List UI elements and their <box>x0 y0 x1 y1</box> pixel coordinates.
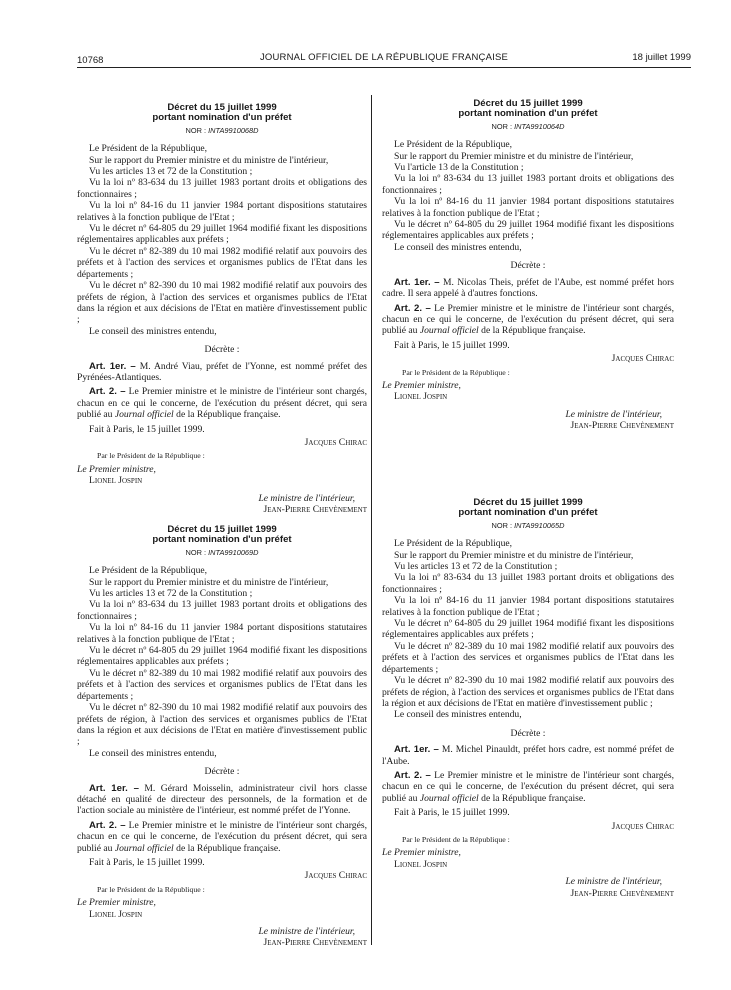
preamble-paragraph: Le conseil des ministres entendu, <box>89 747 217 759</box>
countersign-intro: Par le Président de la République : <box>97 884 205 894</box>
preamble-paragraph: Sur le rapport du Premier ministre et du ministre de l'intérieur, <box>89 576 329 588</box>
article-1 <box>77 361 367 384</box>
preamble-paragraph: Vu la loi nº 84-16 du 11 janvier 1984 portant dispositions statutaires relatives à la fonction publique de l'Etat ; <box>77 200 367 223</box>
article-1-text: M. André Viau, préfet de l'Yonne, est nommé préfet des Pyrénées-Atlantiques. <box>77 360 367 383</box>
ministre-name: Jean-Pierre Chevènement <box>570 887 674 899</box>
journal-officiel-ref: Journal officiel <box>419 325 479 337</box>
article-2-text-end: de la République française. <box>481 325 586 337</box>
preamble-paragraph: Le Président de la République, <box>89 143 208 155</box>
article-2-label: Art. 2. – <box>394 769 431 781</box>
article-1-label: Art. 1er. – <box>89 782 139 794</box>
journal-officiel-ref: Journal officiel <box>114 842 174 854</box>
preamble-paragraph: Vu le décret nº 64-805 du 29 juillet 1964 modifié fixant les dispositions réglementaires applicables aux préfets ; <box>77 645 367 668</box>
nor-reference <box>382 121 674 132</box>
issue-date: 18 juillet 1999 <box>632 52 691 63</box>
countersign-intro: Par le Président de la République : <box>402 834 510 844</box>
article-1-label: Art. 1er. – <box>394 744 439 756</box>
preamble-paragraph: Le conseil des ministres entendu, <box>394 241 522 253</box>
decree-subtitle: portant nomination d'un préfet <box>458 108 598 120</box>
preamble-paragraph: Vu le décret nº 64-805 du 29 juillet 1964 modifié fixant les dispositions réglementaires applicables aux préfets ; <box>382 219 674 242</box>
president-signature: Jacques Chirac <box>611 353 674 365</box>
decree-block <box>77 525 367 949</box>
ministre-title: Le ministre de l'intérieur, <box>565 876 662 888</box>
decree-title: Décret du 15 juillet 1999 <box>473 497 583 508</box>
ministre-name: Jean-Pierre Chevènement <box>263 504 367 515</box>
preamble-paragraph: Sur le rapport du Premier ministre et du ministre de l'intérieur, <box>89 154 329 166</box>
journal-officiel-ref: Journal officiel <box>419 792 479 804</box>
decrete-heading: Décrète : <box>510 727 546 739</box>
premier-ministre-title: Le Premier ministre, <box>382 847 461 859</box>
premier-ministre-name: Lionel Jospin <box>394 858 448 870</box>
preamble-paragraph: Vu les articles 13 et 72 de la Constitution ; <box>89 166 253 178</box>
article-2 <box>382 303 674 337</box>
preamble-paragraph: Le conseil des ministres entendu, <box>394 709 522 721</box>
preamble-paragraph: Vu la loi nº 83-634 du 13 juillet 1983 portant droits et obligations des fonctionnaires ; <box>77 177 367 200</box>
decrete-heading: Décrète : <box>510 260 546 272</box>
preamble-paragraph: Le Président de la République, <box>394 139 513 151</box>
preamble-paragraph: Vu le décret nº 82-390 du 10 mai 1982 modifié relatif aux pouvoirs des préfets de région, à l'action des services et organismes publics de l'Etat dans la région et aux décisions de l'Etat en matière d'investissement public ; <box>77 702 367 748</box>
article-2 <box>77 386 367 420</box>
nor-label: NOR : <box>185 125 207 135</box>
president-signature: Jacques Chirac <box>304 870 367 882</box>
article-1 <box>77 783 367 817</box>
article-1 <box>382 744 674 767</box>
place-date: Fait à Paris, le 15 juillet 1999. <box>89 423 205 435</box>
journal-officiel-ref: Journal officiel <box>114 409 174 421</box>
preamble-paragraph: Vu la loi nº 84-16 du 11 janvier 1984 portant dispositions statutaires relatives à la fonction publique de l'Etat ; <box>382 196 674 219</box>
preamble-paragraph: Vu le décret nº 82-389 du 10 mai 1982 modifié relatif aux pouvoirs des préfets et à l'action des services et organismes publics de l'Etat dans les départements ; <box>382 640 674 675</box>
article-1-label: Art. 1er. – <box>394 276 440 288</box>
decrete-heading: Décrète : <box>204 344 240 356</box>
preamble-paragraph: Vu la loi nº 83-634 du 13 juillet 1983 portant droits et obligations des fonctionnaires ; <box>77 599 367 622</box>
nor-reference <box>77 125 367 136</box>
nor-code: INTA9910068D <box>208 125 259 135</box>
president-signature: Jacques Chirac <box>611 820 674 832</box>
premier-ministre-title: Le Premier ministre, <box>77 897 156 909</box>
preamble-paragraph: Vu le décret nº 82-390 du 10 mai 1982 modifié relatif aux pouvoirs des préfets de région, à l'action des services et organismes publics de l'Etat dans la région et aux décisions de l'Etat en matière d'investissement public ; <box>77 280 367 326</box>
place-date: Fait à Paris, le 15 juillet 1999. <box>394 339 510 351</box>
premier-ministre-name: Lionel Jospin <box>394 391 448 403</box>
article-2 <box>382 770 674 804</box>
president-signature: Jacques Chirac <box>304 436 367 448</box>
article-1-text: M. Michel Pinauldt, préfet hors cadre, est nommé préfet de l'Aube. <box>382 744 674 767</box>
premier-ministre-title: Le Premier ministre, <box>382 379 461 391</box>
nor-label: NOR : <box>185 547 207 557</box>
preamble-paragraph: Vu le décret nº 82-390 du 10 mai 1982 modifié relatif aux pouvoirs des préfets de région, à l'action des services et organismes publics de l'Etat dans la région et aux décisions de l'Etat en matière d'investissement public ; <box>382 675 674 709</box>
article-2-label: Art. 2. – <box>394 302 431 314</box>
header-rule <box>77 67 691 68</box>
preamble-paragraph: Vu la loi nº 83-634 du 13 juillet 1983 portant droits et obligations des fonctionnaires ; <box>382 572 674 595</box>
premier-ministre-name: Lionel Jospin <box>89 475 143 487</box>
article-2-text: Le Premier ministre et le ministre de l'intérieur sont chargés, chacun en ce qui le concerne, de l'exécution du présent décret, qui sera publié au <box>77 386 367 421</box>
decree-subtitle: portant nomination d'un préfet <box>152 112 292 124</box>
decree-block <box>77 103 367 515</box>
decree-title: Décret du 15 juillet 1999 <box>473 98 583 109</box>
article-2-text: Le Premier ministre et le ministre de l'intérieur sont chargés, chacun en ce qui le concerne, de l'exécution du présent décret, qui sera publié au <box>382 769 674 804</box>
premier-ministre-title: Le Premier ministre, <box>77 463 156 475</box>
preamble-paragraph: Vu la loi nº 83-634 du 13 juillet 1983 portant droits et obligations des fonctionnaires ; <box>382 173 674 196</box>
decree-block <box>382 99 674 432</box>
ministre-title: Le ministre de l'intérieur, <box>565 408 662 420</box>
place-date: Fait à Paris, le 15 juillet 1999. <box>394 807 510 819</box>
article-2-label: Art. 2. – <box>89 386 126 398</box>
countersign-intro: Par le Président de la République : <box>402 367 510 377</box>
nor-reference <box>382 520 674 531</box>
decrete-heading: Décrète : <box>204 766 240 778</box>
preamble-paragraph: Vu le décret nº 64-805 du 29 juillet 1964 modifié fixant les dispositions réglementaires applicables aux préfets ; <box>77 223 367 246</box>
premier-ministre-name: Lionel Jospin <box>89 908 143 920</box>
preamble-paragraph: Vu les articles 13 et 72 de la Constitution ; <box>89 588 253 600</box>
preamble-paragraph: Vu les articles 13 et 72 de la Constitution ; <box>394 561 558 573</box>
decree-block <box>382 498 674 899</box>
preamble-paragraph: Vu le décret nº 82-389 du 10 mai 1982 modifié relatif aux pouvoirs des préfets et à l'action des services et organismes publics de l'Etat dans les départements ; <box>77 667 367 702</box>
ministre-title: Le ministre de l'intérieur, <box>258 926 355 937</box>
article-2-label: Art. 2. – <box>89 819 126 831</box>
nor-reference <box>77 547 367 558</box>
article-2-text: Le Premier ministre et le ministre de l'intérieur sont chargés, chacun en ce qui le concerne, de l'exécution du présent décret, qui sera publié au <box>77 819 367 854</box>
preamble-paragraph: Le Président de la République, <box>394 538 513 550</box>
nor-code: INTA9910064D <box>514 121 565 131</box>
preamble-paragraph: Vu le décret nº 82-389 du 10 mai 1982 modifié relatif aux pouvoirs des préfets et à l'action des services et organismes publics de l'Etat dans les départements ; <box>77 245 367 280</box>
preamble-paragraph: Le Président de la République, <box>89 565 208 577</box>
decree-subtitle: portant nomination d'un préfet <box>458 507 598 519</box>
nor-label: NOR : <box>491 121 513 131</box>
article-1-text: M. Nicolas Theis, préfet de l'Aube, est nommé préfet hors cadre. Il sera appelé à d'autres fonctions. <box>382 276 674 300</box>
decree-title: Décret du 15 juillet 1999 <box>167 102 277 113</box>
journal-title: JOURNAL OFFICIEL DE LA RÉPUBLIQUE FRANÇAISE <box>259 52 509 63</box>
preamble-paragraph: Le conseil des ministres entendu, <box>89 325 217 337</box>
column-divider <box>371 95 372 945</box>
ministre-title: Le ministre de l'intérieur, <box>258 492 355 504</box>
preamble-paragraph: Vu la loi nº 84-16 du 11 janvier 1984 portant dispositions statutaires relatives à la fonction publique de l'Etat ; <box>77 622 367 645</box>
preamble-paragraph: Vu le décret nº 64-805 du 29 juillet 1964 modifié fixant les dispositions réglementaires applicables aux préfets ; <box>382 618 674 641</box>
preamble-paragraph: Vu la loi nº 84-16 du 11 janvier 1984 portant dispositions statutaires relatives à la fonction publique de l'Etat ; <box>382 595 674 618</box>
countersign-intro: Par le Président de la République : <box>97 451 205 461</box>
article-1-label: Art. 1er. – <box>89 360 136 372</box>
article-2 <box>77 820 367 854</box>
decree-title: Décret du 15 juillet 1999 <box>167 524 277 535</box>
nor-code: INTA9910065D <box>514 520 565 530</box>
ministre-name: Jean-Pierre Chevènement <box>263 937 367 949</box>
page-number: 10768 <box>77 55 104 66</box>
article-1 <box>382 277 674 300</box>
article-1-text: M. Gérard Moisselin, administrateur civil hors classe détaché en qualité de directeur des personnels, de la formation et de l'action sociale au ministère de l'intérieur, est nommé préfet de l'Yonne. <box>77 782 367 817</box>
nor-code: INTA9910069D <box>208 547 259 557</box>
article-2-text-end: de la République française. <box>481 792 586 804</box>
article-2-text-end: de la République française. <box>176 409 281 421</box>
preamble-paragraph: Sur le rapport du Premier ministre et du ministre de l'intérieur, <box>394 150 634 162</box>
nor-label: NOR : <box>491 520 513 530</box>
decree-subtitle: portant nomination d'un préfet <box>152 534 292 546</box>
preamble-paragraph: Vu l'article 13 de la Constitution ; <box>394 162 524 174</box>
preamble-paragraph: Sur le rapport du Premier ministre et du ministre de l'intérieur, <box>394 549 634 561</box>
article-2-text: Le Premier ministre et le ministre de l'intérieur sont chargés, chacun en ce qui le concerne, de l'exécution du présent décret, qui sera publié au <box>382 302 674 337</box>
ministre-name: Jean-Pierre Chevènement <box>570 420 674 432</box>
page-header <box>77 52 691 66</box>
article-2-text-end: de la République française. <box>176 842 281 854</box>
place-date: Fait à Paris, le 15 juillet 1999. <box>89 856 205 868</box>
